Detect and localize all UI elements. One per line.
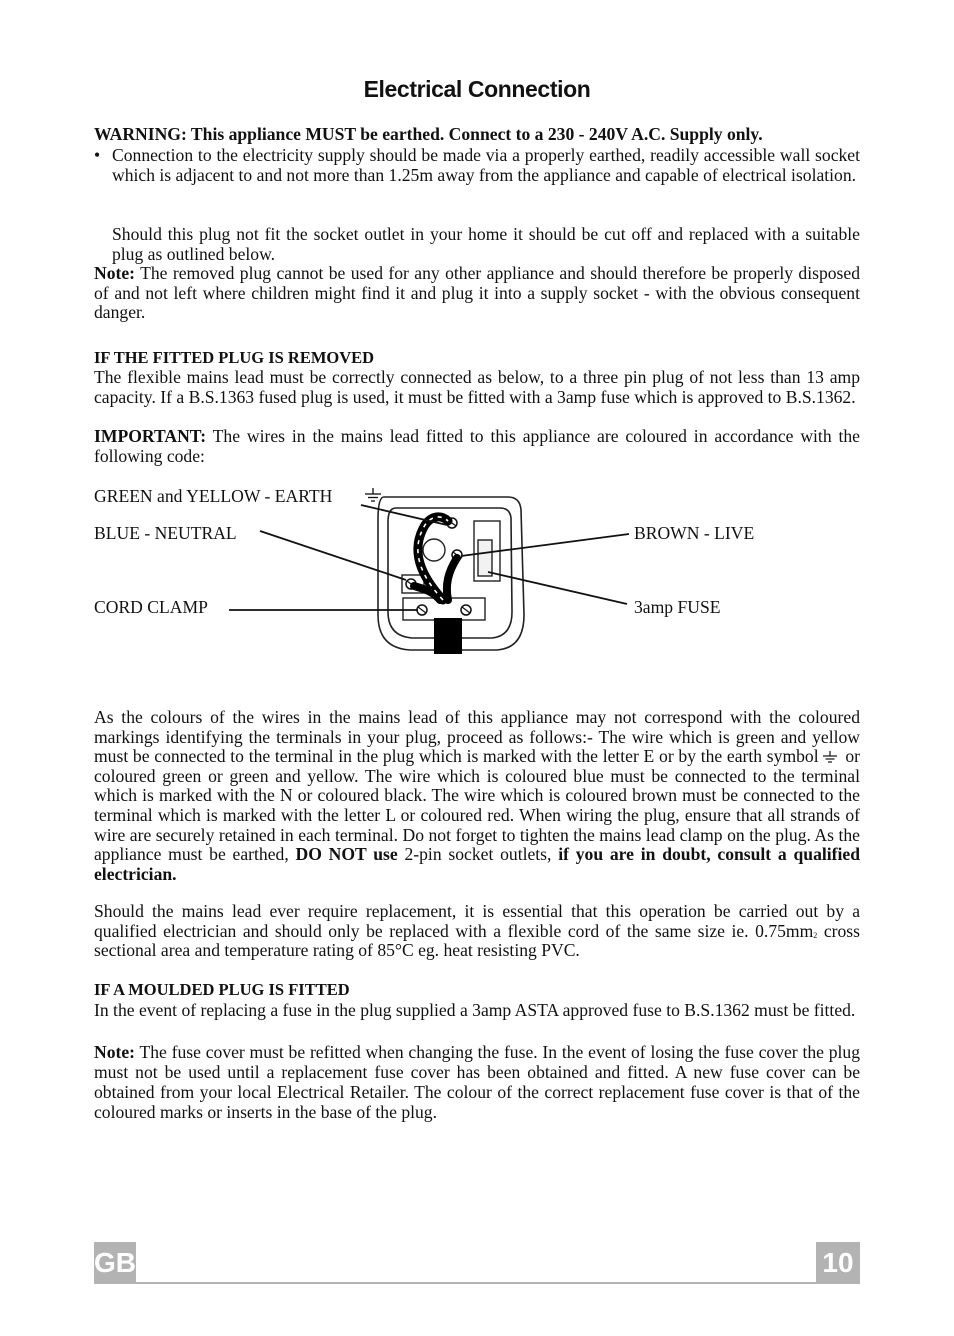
moulded-plug-text: In the event of replacing a fuse in the plug supplied a 3amp ASTA approved fuse to B.S.1362 must be fitted.	[94, 1000, 856, 1020]
fitted-plug-text: The flexible mains lead must be correctly connected as below, to a three pin plug of not less than 13 amp capacity. If a B.S.1363 fused plug is used, it must be fitted with a 3amp fuse which is approved to B.S.1362.	[94, 367, 860, 407]
note-fuse-cover: Note: The fuse cover must be refitted when changing the fuse. In the event of losing the fuse cover the plug must not be used until a replacement fuse cover has been obtained and fitted. A new fuse cover can be obtained from your local Electrical Retailer. The colour of the correct replacement fuse cover is that of the coloured marks or inserts in the base of the plug.	[94, 1042, 860, 1122]
important-text: IMPORTANT: The wires in the mains lead fitted to this appliance are coloured in accordance with the following code:	[94, 426, 860, 466]
mains-cable	[434, 618, 462, 654]
page-title: Electrical Connection	[363, 76, 591, 102]
section-heading-moulded-plug: IF A MOULDED PLUG IS FITTED	[94, 980, 350, 999]
footer-page-number: 10	[816, 1242, 860, 1284]
footer-language-badge: GB	[94, 1242, 136, 1284]
section-heading-fitted-plug: IF THE FITTED PLUG IS REMOVED	[94, 348, 375, 367]
label-earth: GREEN and YELLOW - EARTH	[94, 486, 333, 506]
label-live: BROWN - LIVE	[634, 523, 755, 543]
plug-fit-text: Should this plug not fit the socket outlet in your home it should be cut off and replaced with a suitable plug as outlined below.	[112, 224, 860, 264]
label-neutral: BLUE - NEUTRAL	[94, 523, 237, 543]
warning-text: WARNING: This appliance MUST be earthed. Connect to a 230 - 240V A.C. Supply only.	[94, 124, 763, 144]
footer-rule	[94, 1282, 860, 1284]
label-fuse: 3amp FUSE	[634, 597, 721, 617]
earth-pin	[423, 539, 445, 561]
earth-symbol-icon	[819, 749, 841, 763]
wire-colours-paragraph: As the colours of the wires in the mains lead of this appliance may not correspond with the coloured markings identifying the terminals in your plug, proceed as follows:- The wire which is green and yellow must be connected to the terminal in the plug which is marked with the letter E or by the earth symbol or coloured green or green and yellow. The wire which is coloured blue must be connected to the terminal which is marked with the N or coloured black. The wire which is coloured brown must be connected to the terminal which is marked with the letter L or coloured red. When wiring the plug, ensure that all strands of wire are securely retained in each terminal. Do not forget to tighten the mains lead clamp on the plug. As the appliance must be earthed, DO NOT use 2-pin socket outlets, if you are in doubt, consult a qualified electrician.	[94, 707, 860, 884]
note-removed-plug: Note: The removed plug cannot be used for any other appliance and should therefore be properly disposed of and not left where children might find it and plug it into a supply socket - with the obvious consequent danger.	[94, 263, 860, 323]
replacement-paragraph: Should the mains lead ever require replacement, it is essential that this operation be carried out by a qualified electrician and should only be replaced with a flexible cord of the same size ie. $0.75mm^2$ cross sectional area and temperature rating of 85°C eg. heat resisting PVC.	[94, 901, 861, 961]
earth-symbol-icon	[365, 488, 381, 501]
bullet-mark: •	[94, 145, 101, 165]
bullet-connection-text: Connection to the electricity supply should be made via a properly earthed, readily accessible wall socket which is adjacent to and not more than 1.25m away from the appliance and capable of electrical isolation.	[112, 145, 860, 185]
label-cord-clamp: CORD CLAMP	[94, 597, 208, 617]
